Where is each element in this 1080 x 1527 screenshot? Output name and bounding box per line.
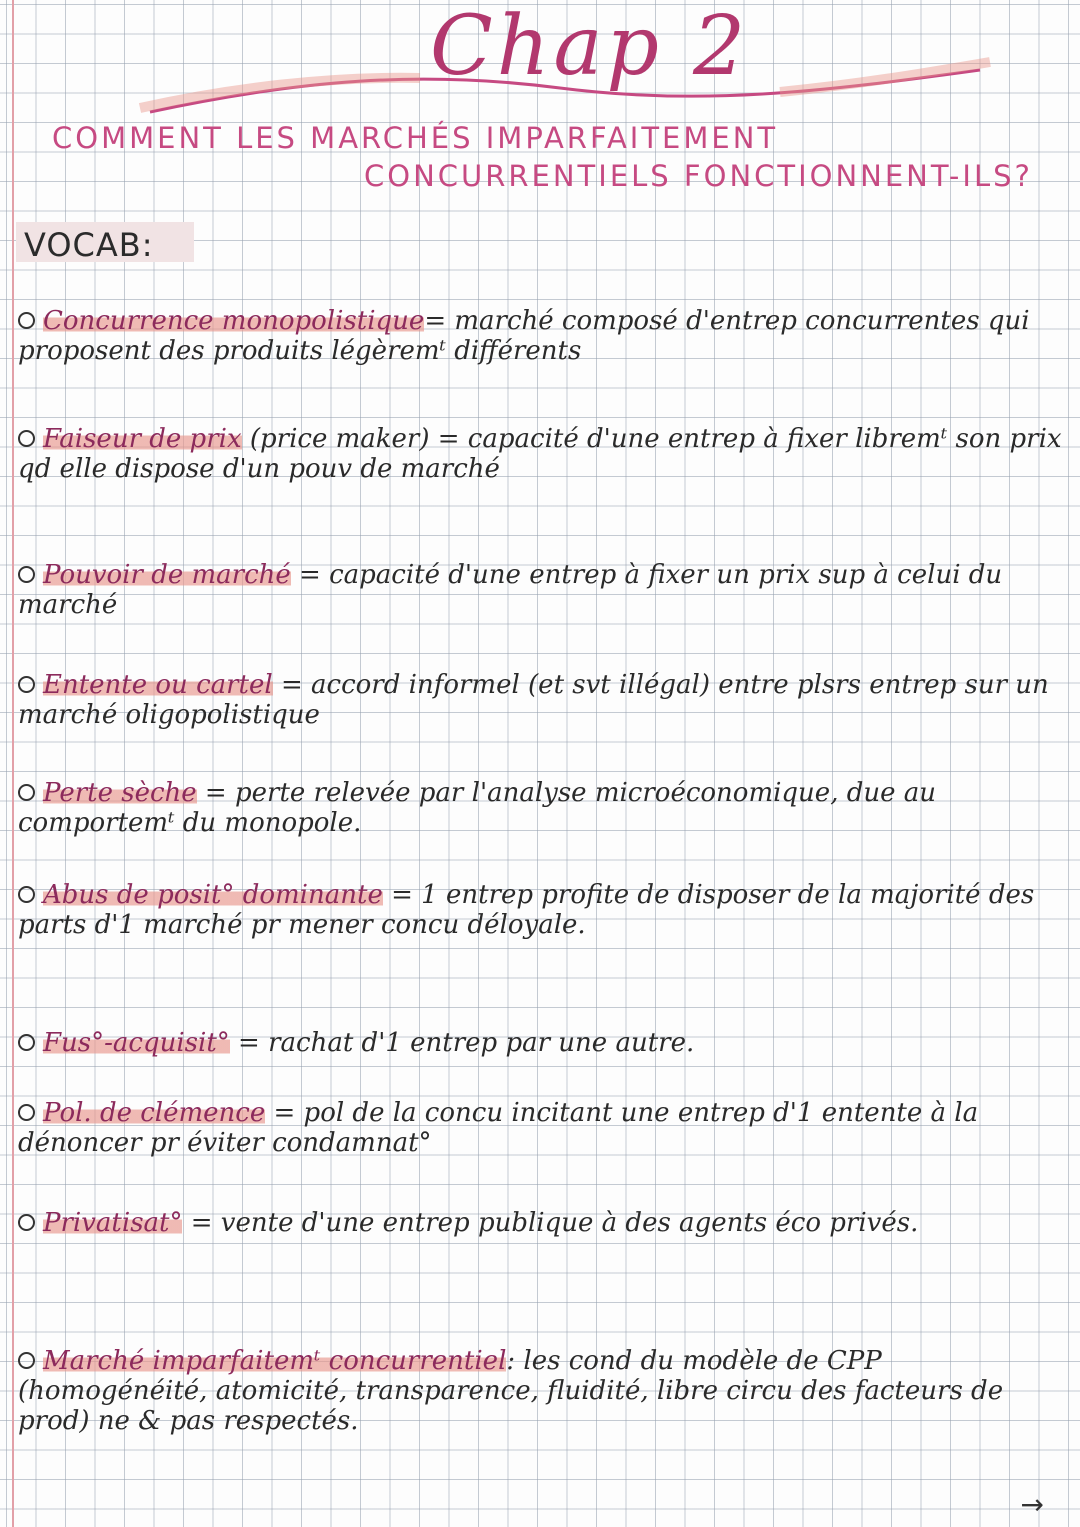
section-label: VOCAB: (24, 226, 154, 264)
vocab-entry (18, 1028, 1070, 1058)
vocab-definition: = perte relevée par l'analyse microéconomique, due au comportemᵗ du monopole. (18, 778, 937, 838)
bullet-icon (18, 784, 35, 801)
vocab-entry (18, 560, 1070, 620)
vocab-definition: = 1 entrep profite de disposer de la majorité des parts d'1 marché pr mener concu déloyale. (18, 880, 1035, 940)
vocab-definition: = capacité d'une entrep à fixer un prix sup à celui du marché (18, 560, 1003, 620)
bullet-icon (18, 1104, 35, 1121)
bullet-icon (18, 1034, 35, 1051)
vocab-definition: = pol de la concu incitant une entrep d'1 entente à la dénoncer pr éviter condamnat° (18, 1098, 979, 1158)
vocab-term: Pouvoir de marché (43, 560, 291, 590)
vocab-term: Marché imparfaitemᵗ concurrentiel (43, 1346, 507, 1376)
vocab-term: Privatisat° (43, 1208, 183, 1238)
bullet-icon (18, 1352, 35, 1369)
vocab-entry (18, 1346, 1070, 1436)
vocab-term: Abus de posit° dominante (43, 880, 383, 910)
bullet-icon (18, 312, 35, 329)
vocab-term: Pol. de clémence (43, 1098, 266, 1128)
chapter-question-line-1: COMMENT LES MARCHÉS IMPARFAITEMENT (52, 121, 779, 155)
vocab-definition: = rachat d'1 entrep par une autre. (229, 1028, 695, 1058)
bullet-icon (18, 566, 35, 583)
next-page-arrow-icon: → (1020, 1488, 1044, 1521)
vocab-term: Perte sèche (43, 778, 197, 808)
vocab-definition: = vente d'une entrep publique à des agents éco privés. (182, 1208, 919, 1238)
margin-line (12, 0, 14, 1527)
vocab-definition: = accord informel (et svt illégal) entre plsrs entrep sur un marché oligopolistique (18, 670, 1049, 730)
vocab-entry (18, 1098, 1070, 1158)
page-title: Chap 2 (430, 0, 750, 94)
vocab-term: Concurrence monopolistique (43, 306, 425, 336)
vocab-entry (18, 670, 1070, 730)
bullet-icon (18, 430, 35, 447)
vocab-term: Entente ou cartel (43, 670, 273, 700)
vocab-entry (18, 778, 1070, 838)
vocab-definition: (price maker) = capacité d'une entrep à fixer libremᵗ son prix qd elle dispose d'un pouv de marché (18, 424, 1062, 484)
bullet-icon (18, 886, 35, 903)
chapter-question-line-2: CONCURRENTIELS FONCTIONNENT-ILS? (364, 159, 1033, 193)
bullet-icon (18, 676, 35, 693)
vocab-term: Fus°-acquisit° (43, 1028, 230, 1058)
vocab-entry (18, 880, 1070, 940)
vocab-entry (18, 1208, 1070, 1238)
vocab-entry (18, 424, 1070, 484)
vocab-definition: = marché composé d'entrep concurrentes qui proposent des produits légèremᵗ différents (18, 306, 1030, 366)
vocab-definition: : les cond du modèle de CPP (homogénéité, atomicité, transparence, fluidité, libre circu des facteurs de prod) ne & pas respectés. (18, 1346, 1004, 1436)
vocab-term: Faiseur de prix (43, 424, 242, 454)
vocab-entry (18, 306, 1070, 366)
bullet-icon (18, 1214, 35, 1231)
